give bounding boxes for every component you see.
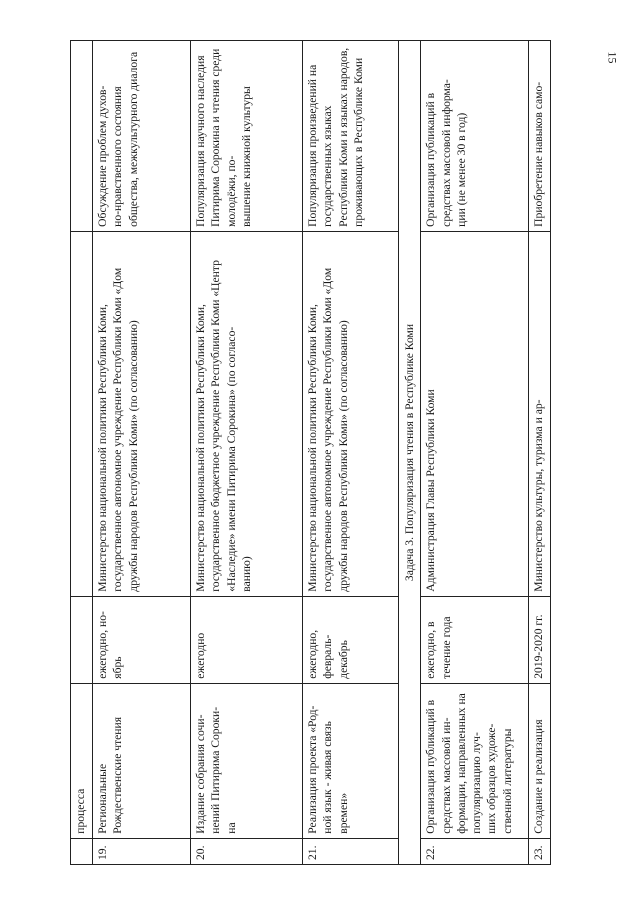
- cell-executor: Министерство национальной политики Республики Коми, государственное автономное учреждение Республики Коми «Дом дружбы народов Республики Коми» (по согласованию): [93, 231, 191, 596]
- cell-num: [71, 838, 93, 864]
- cell-executor: [71, 231, 93, 596]
- cell-result: Популяризация научного наследия Питирима Сорокина и чтения среди молодёжи, по- вышение книжной культуры: [191, 41, 303, 232]
- cell-num: 21.: [303, 838, 399, 864]
- cell-num: 20.: [191, 838, 303, 864]
- page-number: 15: [605, 51, 620, 64]
- cell-event: Создание и реализация: [529, 683, 551, 838]
- table-row: [529, 41, 551, 865]
- cell-event: Организация публикаций в средствах массовой ин- формации, направленных на популяризацию луч- ших образцов художе- ственной литературы: [421, 683, 529, 838]
- table-row: [421, 41, 529, 865]
- table-row: [303, 41, 399, 865]
- cell-result: Обсуждение проблем духов- но-нравственного состояния общества, межкультурного диалога: [93, 41, 191, 232]
- cell-result: [71, 41, 93, 232]
- cell-executor: Министерство национальной политики Республики Коми, государственное бюджетное учреждение Республики Коми «Центр «Наследие» имени Питирима Сорокина» (по согласо- ванию): [191, 231, 303, 596]
- cell-num: 22.: [421, 838, 529, 864]
- cell-time: 2019-2020 гг.: [529, 596, 551, 683]
- table-row-continuation: [71, 41, 93, 865]
- cell-result: Популяризация произведений на государственных языках Республики Коми и языках народов, проживающих в Республике Коми: [303, 41, 399, 232]
- cell-time: ежегодно, в течение года: [421, 596, 529, 683]
- events-table: [70, 40, 551, 865]
- cell-time: ежегодно, февраль- декабрь: [303, 596, 399, 683]
- table-row: [93, 41, 191, 865]
- rotated-table-container: [70, 40, 590, 865]
- cell-time: ежегодно, но- ябрь: [93, 596, 191, 683]
- cell-event: Реализация проекта «Род- ной язык - живая связь времен»: [303, 683, 399, 838]
- cell-num: 23.: [529, 838, 551, 864]
- task-heading: Задача 3. Популяризация чтения в Республике Коми: [399, 41, 421, 865]
- cell-event: Издание собрания сочи- нений Питирима Сороки- на: [191, 683, 303, 838]
- cell-event: Региональные Рождественские чтения: [93, 683, 191, 838]
- cell-executor: Министерство национальной политики Республики Коми, государственное автономное учреждение Республики Коми «Дом дружбы народов Республики Коми» (по согласованию): [303, 231, 399, 596]
- cell-num: 19.: [93, 838, 191, 864]
- cell-executor: Министерство культуры, туризма и ар-: [529, 231, 551, 596]
- cell-event: процесса: [71, 683, 93, 838]
- cell-executor: Администрация Главы Республики Коми: [421, 231, 529, 596]
- task-heading-row: [399, 41, 421, 865]
- cell-result: Приобретение навыков само-: [529, 41, 551, 232]
- cell-result: Организация публикаций в средствах массовой информа- ции (не менее 30 в год): [421, 41, 529, 232]
- table-row: [191, 41, 303, 865]
- cell-time: ежегодно: [191, 596, 303, 683]
- cell-time: [71, 596, 93, 683]
